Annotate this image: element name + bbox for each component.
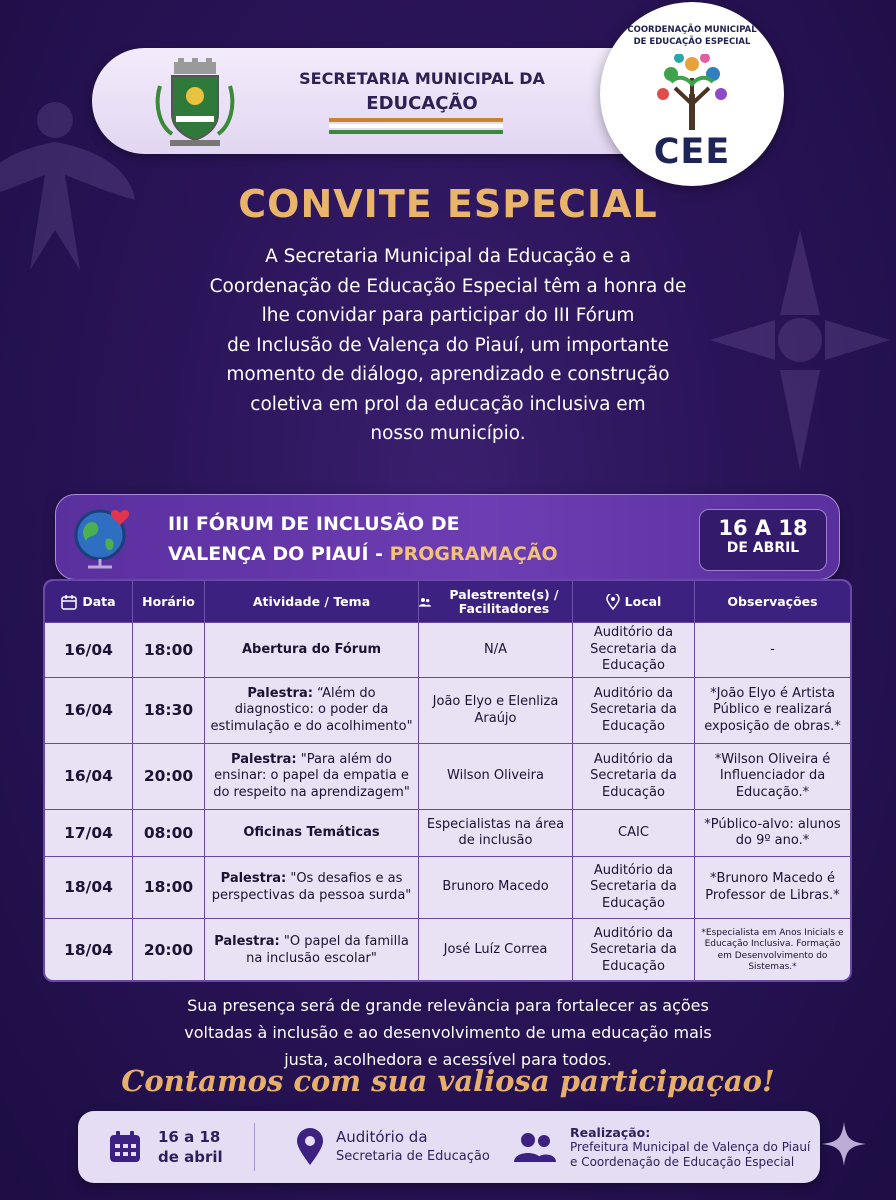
- cell-data: 18/04: [45, 919, 133, 982]
- cell-local: Auditório da Secretaria da Educação: [573, 919, 695, 982]
- header-palestrante-label: Palestrente(s) / Facilitadores: [449, 586, 559, 616]
- footer-realizacao-line-1: Prefeitura Municipal de Valença do Piauí: [570, 1139, 811, 1154]
- footer-location-line-2: Secretaria de Educação: [336, 1149, 490, 1164]
- table-row: [45, 677, 850, 743]
- footer-location-line-1: Auditório da: [336, 1128, 428, 1146]
- flag-stripes: [329, 118, 503, 136]
- table-header-row: [45, 581, 850, 622]
- cell-atividade: [205, 857, 419, 918]
- cell-data: 16/04: [45, 744, 133, 809]
- footer-realizacao-label: Realização:: [570, 1124, 651, 1140]
- header-observacoes-label: Observações: [727, 593, 818, 609]
- location-pin-icon: [606, 594, 620, 610]
- people-icon: [514, 1132, 556, 1162]
- cell-atividade-prefix: Palestra:: [231, 751, 297, 767]
- header-horario: [133, 581, 205, 622]
- cell-data: 16/04: [45, 623, 133, 677]
- cell-atividade-text: "O papel da familla na inclusão escolar": [246, 934, 409, 966]
- header-horario-label: Horário: [142, 593, 195, 609]
- cell-observacoes: *João Elyo é Artista Público e realizará exposição de obras.*: [704, 685, 841, 734]
- cee-logo-text: CEE: [653, 132, 731, 172]
- stripe-green: [329, 130, 503, 134]
- cell-palestrante: Wilson Oliveira: [419, 744, 573, 809]
- cell-horario: 18:00: [133, 857, 205, 918]
- cell-atividade-text: Oficinas Temáticas: [243, 824, 380, 840]
- cell-local: CAIC: [573, 810, 695, 856]
- cell-palestrante: João Elyo e Elenliza Araújo: [419, 678, 573, 743]
- closing-paragraph: [160, 992, 736, 1073]
- cell-data: 18/04: [45, 857, 133, 918]
- banner-date-main: 16 A 18: [718, 516, 808, 540]
- calendar-icon: [108, 1130, 142, 1164]
- table-row: [45, 743, 850, 809]
- footer-location-text: [336, 1127, 490, 1167]
- stripe-white: [329, 124, 503, 128]
- secretaria-title: [272, 66, 572, 116]
- intro-line: coletiva em prol da educação inclusiva em: [250, 393, 646, 415]
- intro-line: lhe convidar para participar do III Fórum: [261, 305, 635, 326]
- cell-atividade: [205, 810, 419, 856]
- cell-observacoes: *Wilson Oliveira é Influenciador da Educação.*: [714, 751, 831, 800]
- people-icon: [419, 595, 431, 609]
- cee-logo-badge: [600, 2, 784, 186]
- cell-horario: 18:00: [133, 623, 205, 677]
- closing-line: voltadas à inclusão e ao desenvolvimento de uma educação mais: [184, 1023, 712, 1042]
- banner-programacao: PROGRAMAÇÃO: [389, 543, 558, 565]
- cell-palestrante: Brunoro Macedo: [419, 857, 573, 918]
- cell-atividade-prefix: Palestra:: [247, 685, 313, 701]
- people-tree-icon: [657, 54, 727, 130]
- cell-local: Auditório da Secretaria da Educação: [573, 623, 695, 677]
- header-local: [573, 581, 695, 622]
- table-row: [45, 622, 850, 677]
- footer-location: [296, 1111, 490, 1183]
- secretaria-line-2: EDUCAÇÃO: [366, 93, 478, 114]
- cell-palestrante: José Luíz Correa: [419, 919, 573, 982]
- decorative-figure-right: [700, 220, 896, 480]
- secretaria-line-1: SECRETARIA MUNICIPAL DA: [299, 69, 545, 88]
- municipal-crest-icon: [152, 56, 238, 148]
- cell-data: 17/04: [45, 810, 133, 856]
- banner-title-line-2-main: VALENÇA DO PIAUÍ -: [168, 543, 384, 565]
- header-local-label: Local: [624, 593, 662, 609]
- cell-observacoes: *Público-alvo: alunos do 9º ano.*: [704, 816, 841, 848]
- intro-line: Coordenação de Educação Especial têm a honra de: [209, 275, 687, 297]
- schedule-table: [43, 579, 852, 982]
- intro-line: de Inclusão de Valença do Piauí, um importante: [227, 334, 669, 356]
- invitation-script-line: Contamos com sua valiosa participaçao!: [121, 1064, 775, 1098]
- cell-atividade-text: "Para além do ensinar: o papel da empatia e do respeito na aprendizagem": [213, 751, 410, 800]
- sparkle-icon: [820, 1120, 868, 1168]
- cell-palestrante: Especialistas na área de inclusão: [419, 810, 573, 856]
- cell-atividade-text: "Os desafios e as perspectivas da pessoa surda": [211, 871, 412, 903]
- footer-date: [108, 1111, 223, 1183]
- cell-atividade-prefix: Palestra:: [214, 934, 280, 949]
- footer-date-text: [158, 1127, 223, 1167]
- cee-caption: [600, 24, 784, 48]
- cell-observacoes: *Brunoro Macedo é Professor de Libras.*: [705, 871, 840, 903]
- cell-atividade: [205, 744, 419, 809]
- cell-atividade: [205, 678, 419, 743]
- cell-horario: 20:00: [133, 744, 205, 809]
- footer-info-bar: [78, 1111, 820, 1183]
- table-row: [45, 918, 850, 982]
- cee-caption-line-1: COORDENAÇÃO MUNICIPAL: [627, 25, 757, 35]
- closing-line: justa, acolhedora e acessível para todos.: [284, 1050, 612, 1069]
- cell-horario: 08:00: [133, 810, 205, 856]
- cell-observacoes: *Especialista em Anos Inicials e Educação Inclusiva. Formação em Desenvolvimento do Sistemas.*: [701, 927, 844, 972]
- header-data-label: Data: [82, 593, 116, 609]
- cell-local: Auditório da Secretaria da Educação: [573, 744, 695, 809]
- cell-atividade: [205, 623, 419, 677]
- cell-palestrante: N/A: [419, 623, 573, 677]
- cee-caption-line-2: DE EDUCAÇÃO ESPECIAL: [633, 37, 751, 47]
- cell-atividade-text: “Além do diagnostico: o poder da estimulação e do acolhimento": [210, 685, 413, 734]
- location-pin-icon: [296, 1128, 324, 1166]
- banner-date-badge: [699, 509, 827, 571]
- footer-realizacao-text: [570, 1125, 810, 1170]
- footer-realizacao-line-2: e Coordenação de Educação Especial: [570, 1154, 795, 1169]
- cell-local: Auditório da Secretaria da Educação: [573, 678, 695, 743]
- cell-horario: 18:30: [133, 678, 205, 743]
- stripe-orange: [329, 118, 503, 122]
- header-palestrante: [419, 581, 573, 622]
- calendar-icon: [61, 594, 77, 610]
- cell-observacoes: -: [770, 641, 775, 657]
- intro-paragraph: [170, 242, 726, 449]
- header-atividade: [205, 581, 419, 622]
- program-banner: [55, 494, 840, 580]
- banner-title-line-1: III FÓRUM DE INCLUSÃO DE: [168, 513, 460, 535]
- table-row: [45, 809, 850, 856]
- banner-title-line-2: [168, 543, 558, 565]
- cell-horario: 20:00: [133, 919, 205, 982]
- cell-data: 16/04: [45, 678, 133, 743]
- header-observacoes: [695, 581, 850, 622]
- footer-date-line-2: de abril: [158, 1148, 223, 1166]
- table-row: [45, 856, 850, 918]
- footer-divider: [254, 1123, 255, 1171]
- footer-date-line-1: 16 a 18: [158, 1128, 221, 1146]
- intro-line: A Secretaria Municipal da Educação e a: [265, 246, 631, 267]
- closing-line: Sua presença será de grande relevância para fortalecer as ações: [187, 996, 709, 1015]
- intro-line: nosso município.: [370, 423, 526, 444]
- cell-local: Auditório da Secretaria da Educação: [573, 857, 695, 918]
- footer-realizacao: [514, 1111, 810, 1183]
- header-data: [45, 581, 133, 622]
- intro-line: momento de diálogo, aprendizado e construção: [226, 364, 670, 385]
- cell-atividade-prefix: Palestra:: [220, 871, 287, 886]
- globe-heart-icon: [70, 505, 136, 571]
- header-atividade-label: Atividade / Tema: [252, 593, 371, 609]
- cell-atividade: [205, 919, 419, 982]
- page-title: CONVITE ESPECIAL: [238, 182, 658, 226]
- cell-atividade-text: Abertura do Fórum: [241, 641, 382, 657]
- banner-date-sub: DE ABRIL: [726, 540, 800, 556]
